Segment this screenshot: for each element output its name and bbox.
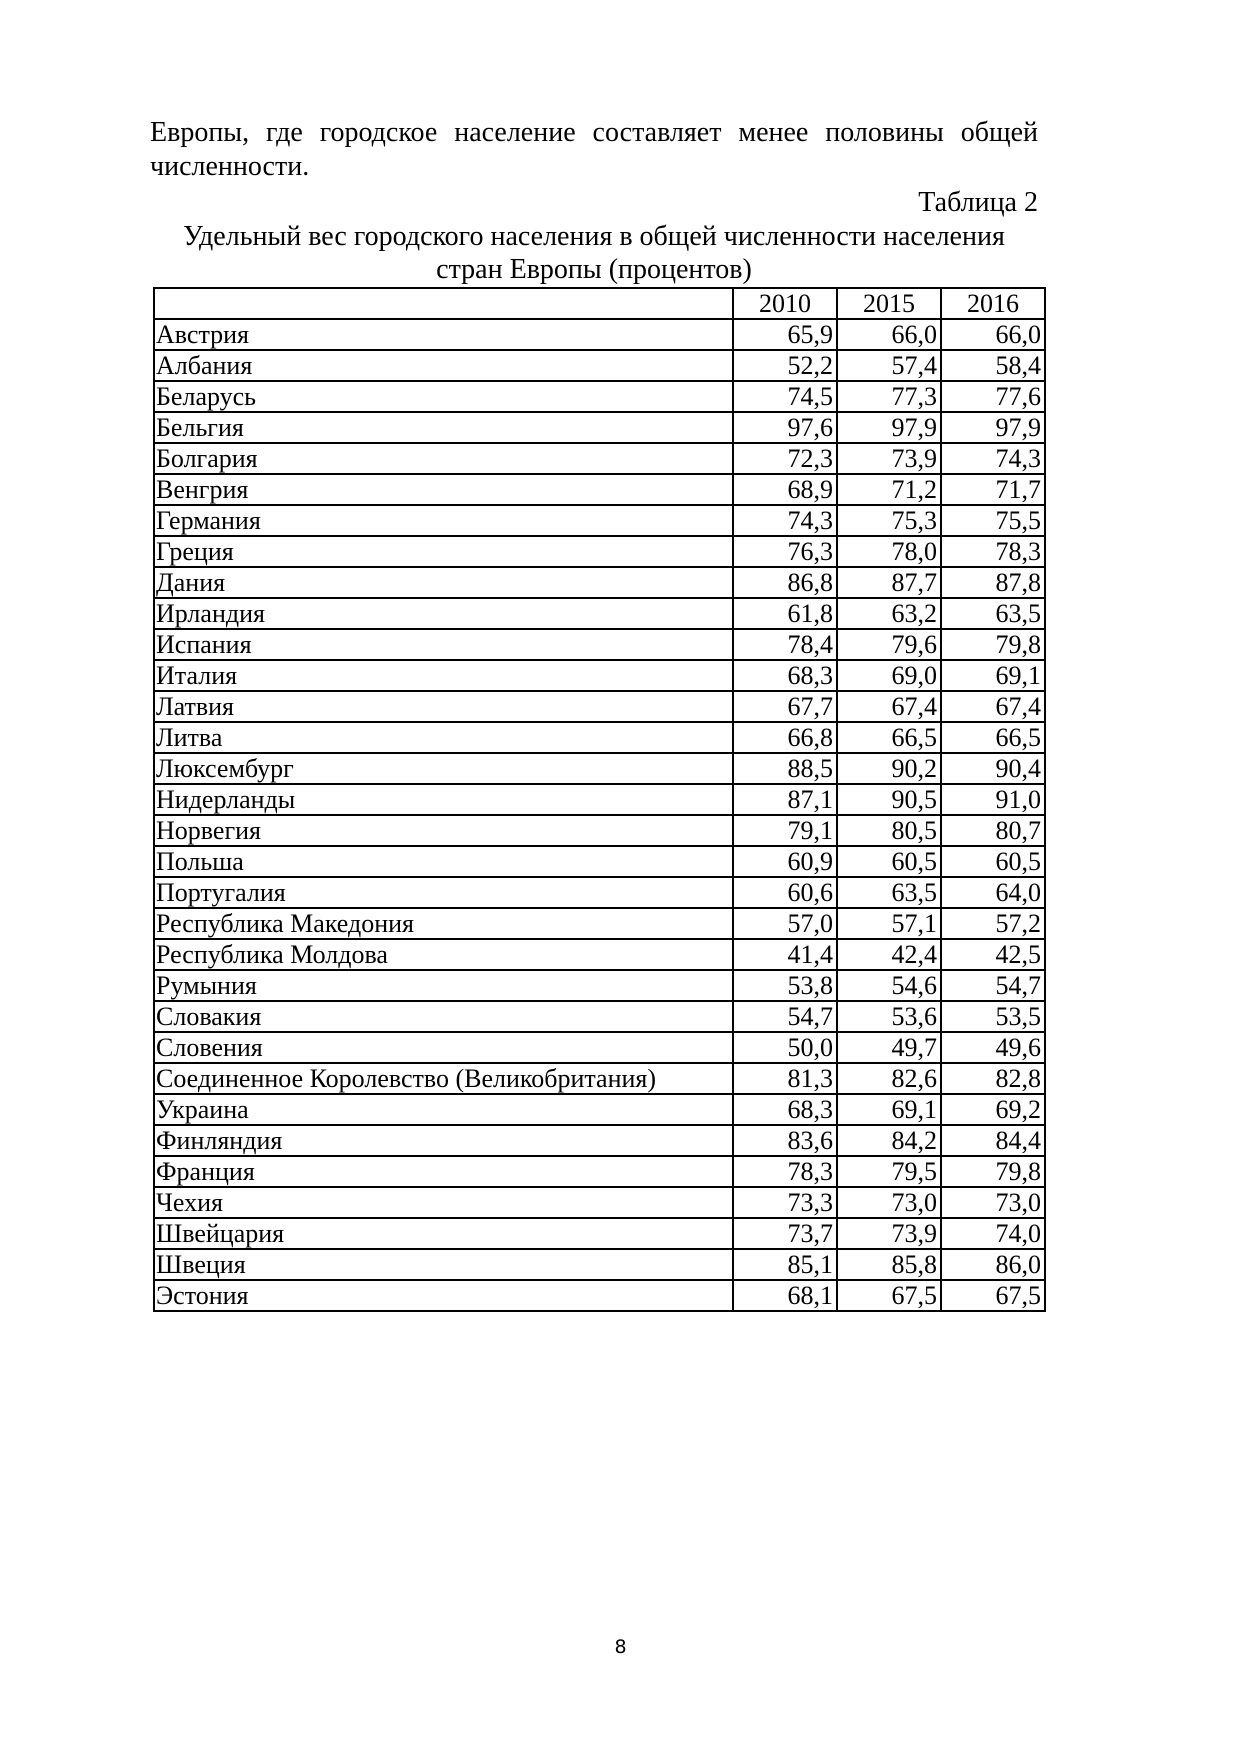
table-header-row: [154, 288, 1045, 319]
value-cell: 72,3: [733, 443, 837, 474]
value-cell: 65,9: [733, 319, 837, 350]
value-cell: 67,4: [941, 691, 1045, 722]
table-row: [154, 1094, 1045, 1125]
value-cell: 78,3: [941, 536, 1045, 567]
value-cell: 82,8: [941, 1063, 1045, 1094]
value-cell: 50,0: [733, 1032, 837, 1063]
table-row: [154, 1032, 1045, 1063]
value-cell: 69,2: [941, 1094, 1045, 1125]
country-cell: Беларусь: [154, 381, 733, 412]
value-cell: 84,4: [941, 1125, 1045, 1156]
value-cell: 90,2: [837, 753, 941, 784]
country-cell: Республика Македония: [154, 908, 733, 939]
value-cell: 53,6: [837, 1001, 941, 1032]
value-cell: 85,8: [837, 1249, 941, 1280]
table-row: [154, 1249, 1045, 1280]
value-cell: 60,5: [941, 846, 1045, 877]
value-cell: 49,7: [837, 1032, 941, 1063]
value-cell: 85,1: [733, 1249, 837, 1280]
value-cell: 69,1: [837, 1094, 941, 1125]
value-cell: 49,6: [941, 1032, 1045, 1063]
table-row: [154, 846, 1045, 877]
value-cell: 54,7: [941, 970, 1045, 1001]
value-cell: 73,7: [733, 1218, 837, 1249]
table-row: [154, 443, 1045, 474]
value-cell: 71,7: [941, 474, 1045, 505]
value-cell: 86,8: [733, 567, 837, 598]
value-cell: 66,5: [941, 722, 1045, 753]
table-row: [154, 1001, 1045, 1032]
page-number: 8: [614, 1636, 627, 1658]
value-cell: 53,8: [733, 970, 837, 1001]
value-cell: 90,5: [837, 784, 941, 815]
value-cell: 80,5: [837, 815, 941, 846]
value-cell: 87,1: [733, 784, 837, 815]
value-cell: 63,2: [837, 598, 941, 629]
value-cell: 60,5: [837, 846, 941, 877]
value-cell: 54,7: [733, 1001, 837, 1032]
country-cell: Румыния: [154, 970, 733, 1001]
table-row: [154, 877, 1045, 908]
country-cell: Нидерланды: [154, 784, 733, 815]
country-cell: Эстония: [154, 1280, 733, 1311]
table-row: [154, 722, 1045, 753]
value-cell: 57,1: [837, 908, 941, 939]
value-cell: 64,0: [941, 877, 1045, 908]
urban-population-table: [153, 287, 1046, 1312]
value-cell: 87,8: [941, 567, 1045, 598]
table-row: [154, 319, 1045, 350]
value-cell: 77,6: [941, 381, 1045, 412]
table-row: [154, 970, 1045, 1001]
value-cell: 87,7: [837, 567, 941, 598]
value-cell: 57,4: [837, 350, 941, 381]
table-row: [154, 1063, 1045, 1094]
value-cell: 97,9: [837, 412, 941, 443]
value-cell: 74,3: [733, 505, 837, 536]
header-cell-year: 2016: [941, 288, 1045, 319]
value-cell: 73,0: [941, 1187, 1045, 1218]
country-cell: Португалия: [154, 877, 733, 908]
value-cell: 84,2: [837, 1125, 941, 1156]
table-row: [154, 660, 1045, 691]
country-cell: Италия: [154, 660, 733, 691]
value-cell: 79,1: [733, 815, 837, 846]
value-cell: 67,4: [837, 691, 941, 722]
value-cell: 66,0: [941, 319, 1045, 350]
table-row: [154, 939, 1045, 970]
value-cell: 73,9: [837, 443, 941, 474]
country-cell: Бельгия: [154, 412, 733, 443]
value-cell: 83,6: [733, 1125, 837, 1156]
value-cell: 42,5: [941, 939, 1045, 970]
country-cell: Норвегия: [154, 815, 733, 846]
country-cell: Испания: [154, 629, 733, 660]
country-cell: Австрия: [154, 319, 733, 350]
table-row: [154, 815, 1045, 846]
header-cell-country: [154, 288, 733, 319]
intro-line-1: Европы, где городское население составляет менее половины общей: [150, 117, 1038, 148]
country-cell: Соединенное Королевство (Великобритания): [154, 1063, 733, 1094]
country-cell: Греция: [154, 536, 733, 567]
value-cell: 57,2: [941, 908, 1045, 939]
value-cell: 68,9: [733, 474, 837, 505]
value-cell: 41,4: [733, 939, 837, 970]
value-cell: 69,1: [941, 660, 1045, 691]
value-cell: 73,0: [837, 1187, 941, 1218]
value-cell: 69,0: [837, 660, 941, 691]
table-row: [154, 691, 1045, 722]
value-cell: 67,5: [941, 1280, 1045, 1311]
value-cell: 97,9: [941, 412, 1045, 443]
value-cell: 75,5: [941, 505, 1045, 536]
country-cell: Албания: [154, 350, 733, 381]
country-cell: Германия: [154, 505, 733, 536]
table-row: [154, 1156, 1045, 1187]
value-cell: 79,8: [941, 629, 1045, 660]
value-cell: 63,5: [941, 598, 1045, 629]
caption-line-2: стран Европы (процентов): [436, 254, 752, 285]
value-cell: 82,6: [837, 1063, 941, 1094]
table-row: [154, 567, 1045, 598]
value-cell: 97,6: [733, 412, 837, 443]
table-row: [154, 1280, 1045, 1311]
country-cell: Люксембург: [154, 753, 733, 784]
value-cell: 79,8: [941, 1156, 1045, 1187]
value-cell: 66,8: [733, 722, 837, 753]
value-cell: 61,8: [733, 598, 837, 629]
table-row: [154, 784, 1045, 815]
value-cell: 78,3: [733, 1156, 837, 1187]
value-cell: 63,5: [837, 877, 941, 908]
country-cell: Польша: [154, 846, 733, 877]
value-cell: 42,4: [837, 939, 941, 970]
value-cell: 58,4: [941, 350, 1045, 381]
value-cell: 76,3: [733, 536, 837, 567]
value-cell: 90,4: [941, 753, 1045, 784]
value-cell: 66,0: [837, 319, 941, 350]
country-cell: Украина: [154, 1094, 733, 1125]
table-row: [154, 1187, 1045, 1218]
country-cell: Словения: [154, 1032, 733, 1063]
table-row: [154, 474, 1045, 505]
country-cell: Латвия: [154, 691, 733, 722]
table-row: [154, 1125, 1045, 1156]
table-caption: [150, 220, 1038, 286]
value-cell: 74,3: [941, 443, 1045, 474]
country-cell: Швейцария: [154, 1218, 733, 1249]
country-cell: Болгария: [154, 443, 733, 474]
value-cell: 78,4: [733, 629, 837, 660]
table-row: [154, 381, 1045, 412]
country-cell: Литва: [154, 722, 733, 753]
value-cell: 60,9: [733, 846, 837, 877]
value-cell: 53,5: [941, 1001, 1045, 1032]
table-row: [154, 1218, 1045, 1249]
country-cell: Дания: [154, 567, 733, 598]
table-row: [154, 753, 1045, 784]
country-cell: Словакия: [154, 1001, 733, 1032]
country-cell: Ирландия: [154, 598, 733, 629]
value-cell: 77,3: [837, 381, 941, 412]
value-cell: 57,0: [733, 908, 837, 939]
table-row: [154, 536, 1045, 567]
country-cell: Чехия: [154, 1187, 733, 1218]
value-cell: 78,0: [837, 536, 941, 567]
value-cell: 73,9: [837, 1218, 941, 1249]
value-cell: 91,0: [941, 784, 1045, 815]
intro-paragraph: [150, 116, 1038, 184]
value-cell: 75,3: [837, 505, 941, 536]
value-cell: 79,5: [837, 1156, 941, 1187]
table-row: [154, 629, 1045, 660]
table-row: [154, 505, 1045, 536]
country-cell: Франция: [154, 1156, 733, 1187]
table-row: [154, 350, 1045, 381]
intro-line-2: численности.: [150, 151, 310, 182]
header-cell-year: 2010: [733, 288, 837, 319]
value-cell: 86,0: [941, 1249, 1045, 1280]
value-cell: 81,3: [733, 1063, 837, 1094]
value-cell: 74,5: [733, 381, 837, 412]
country-cell: Швеция: [154, 1249, 733, 1280]
table-row: [154, 908, 1045, 939]
value-cell: 68,3: [733, 660, 837, 691]
header-cell-year: 2015: [837, 288, 941, 319]
table-label: Таблица 2: [918, 187, 1038, 218]
value-cell: 54,6: [837, 970, 941, 1001]
value-cell: 74,0: [941, 1218, 1045, 1249]
value-cell: 68,1: [733, 1280, 837, 1311]
value-cell: 67,7: [733, 691, 837, 722]
value-cell: 80,7: [941, 815, 1045, 846]
value-cell: 52,2: [733, 350, 837, 381]
value-cell: 73,3: [733, 1187, 837, 1218]
value-cell: 79,6: [837, 629, 941, 660]
country-cell: Венгрия: [154, 474, 733, 505]
value-cell: 60,6: [733, 877, 837, 908]
table-row: [154, 598, 1045, 629]
caption-line-1: Удельный вес городского населения в общей численности населения: [183, 221, 1005, 252]
value-cell: 88,5: [733, 753, 837, 784]
country-cell: Республика Молдова: [154, 939, 733, 970]
value-cell: 67,5: [837, 1280, 941, 1311]
country-cell: Финляндия: [154, 1125, 733, 1156]
table-row: [154, 412, 1045, 443]
value-cell: 68,3: [733, 1094, 837, 1125]
value-cell: 71,2: [837, 474, 941, 505]
value-cell: 66,5: [837, 722, 941, 753]
